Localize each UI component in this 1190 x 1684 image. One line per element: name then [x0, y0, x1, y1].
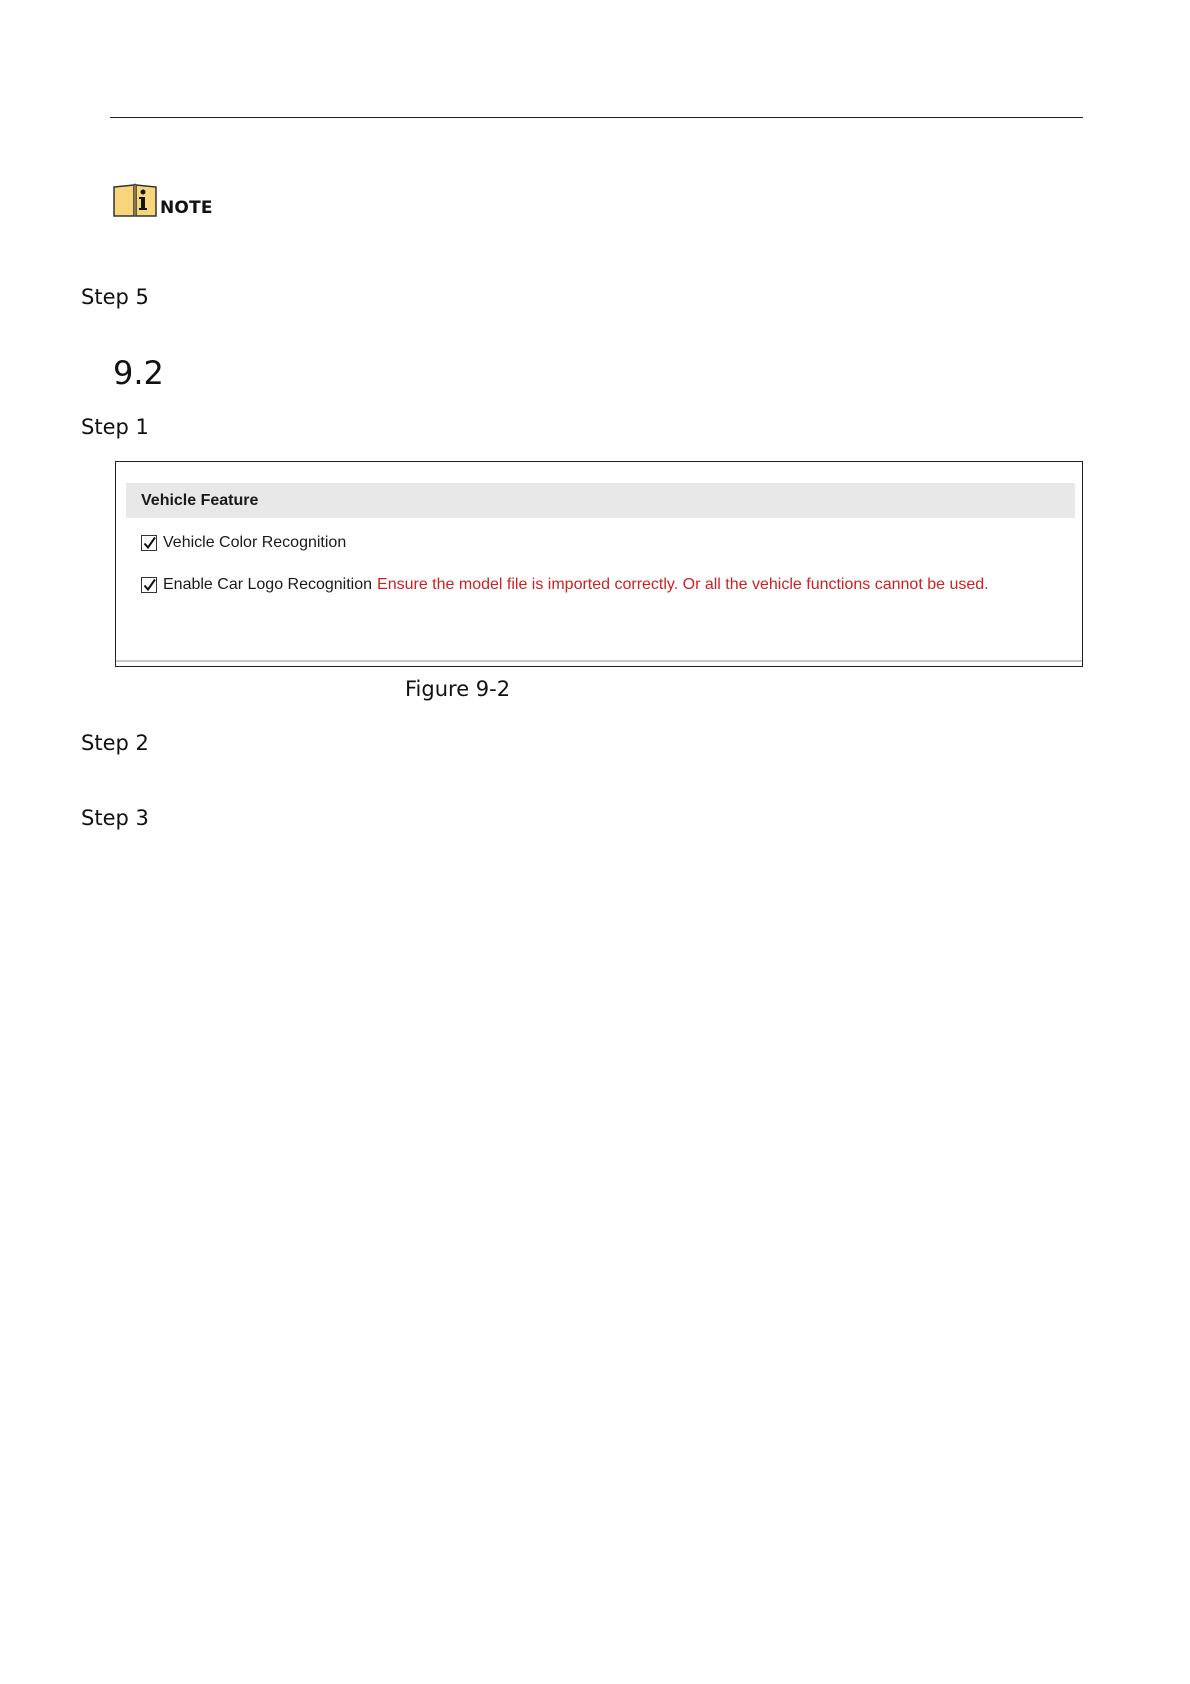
vehicle-color-checkbox[interactable] — [141, 535, 157, 551]
info-book-icon — [112, 182, 158, 218]
checkmark-icon — [143, 578, 156, 592]
step-2-label: Step 2 — [81, 731, 149, 755]
panel-title: Vehicle Feature — [141, 492, 259, 509]
checkmark-icon — [143, 536, 156, 550]
step-5-label: Step 5 — [81, 285, 149, 309]
step-1-label: Step 1 — [81, 415, 149, 439]
panel-bottom-rule — [116, 660, 1082, 662]
figure-caption: Figure 9-2 — [405, 677, 511, 701]
header-rule — [110, 117, 1083, 118]
car-logo-option — [141, 576, 989, 594]
vehicle-color-option — [141, 534, 346, 552]
model-file-warning: Ensure the model file is imported correctly. Or all the vehicle functions cannot be used. — [377, 576, 989, 593]
step-3-label: Step 3 — [81, 806, 149, 830]
car-logo-checkbox[interactable] — [141, 577, 157, 593]
note-callout — [112, 182, 213, 218]
figure-screenshot — [115, 461, 1083, 667]
section-number: 9.2 — [113, 354, 164, 392]
note-label: NOTE — [160, 198, 213, 218]
vehicle-color-label: Vehicle Color Recognition — [163, 534, 347, 551]
car-logo-label: Enable Car Logo Recognition — [163, 576, 373, 593]
panel-header — [126, 483, 1075, 518]
